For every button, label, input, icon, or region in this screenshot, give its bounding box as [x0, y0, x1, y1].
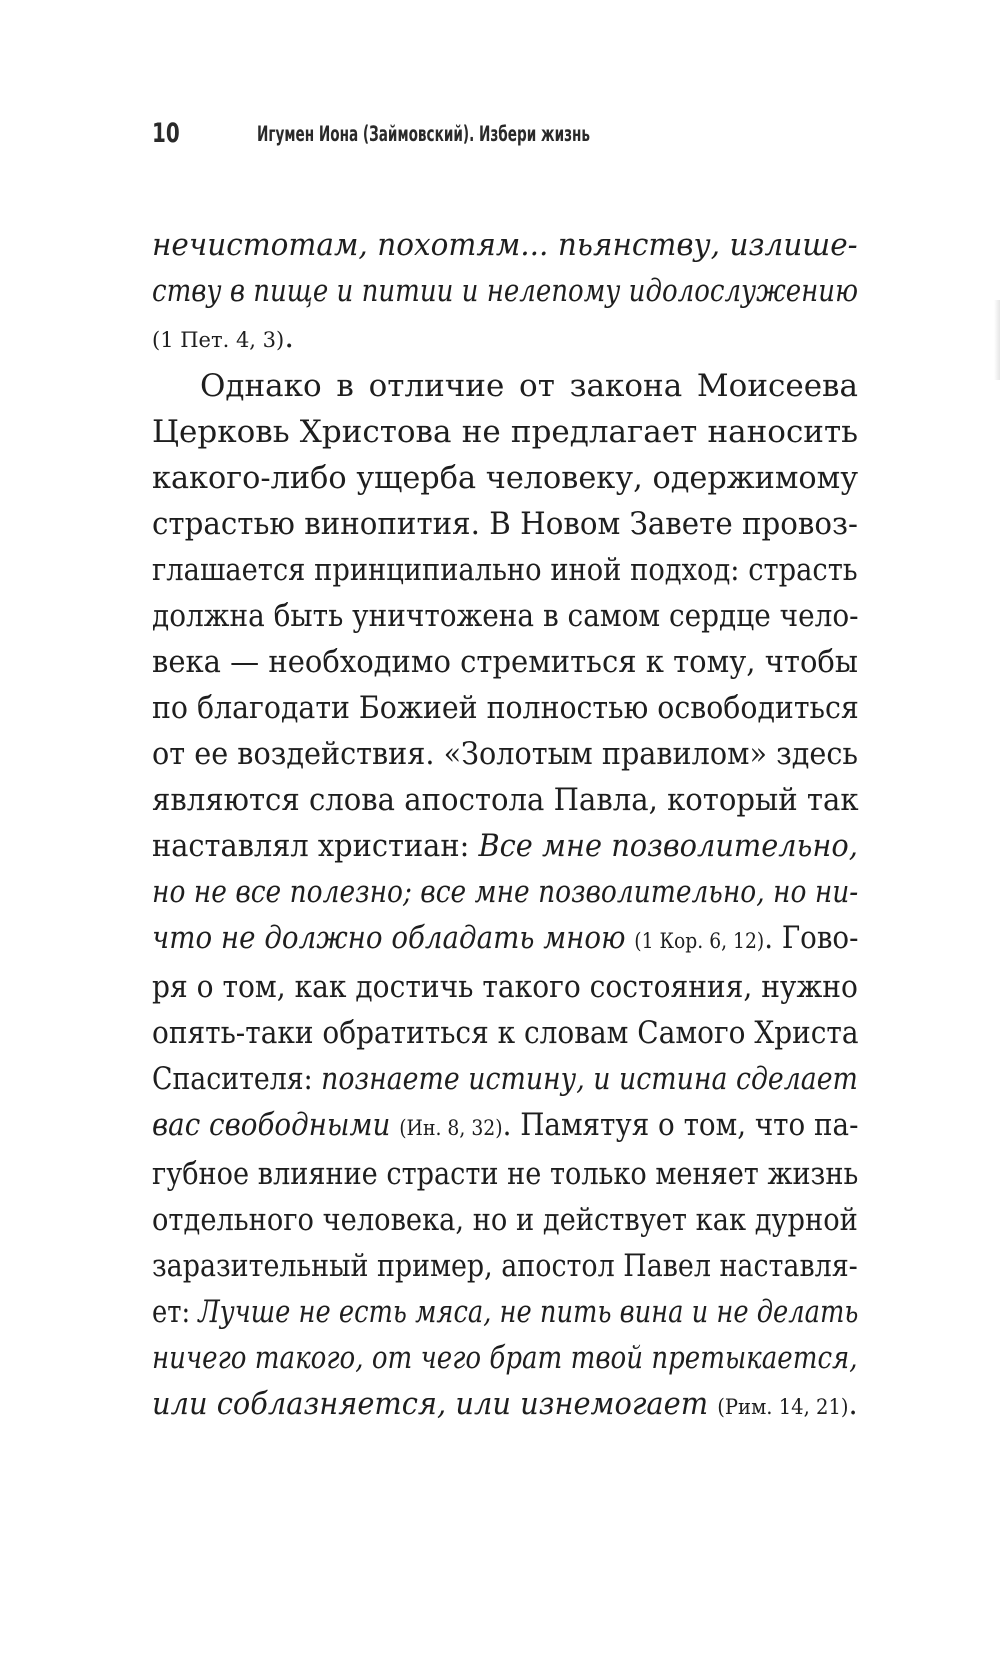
text-segment: ет:	[152, 1294, 199, 1330]
text-line	[152, 1381, 858, 1430]
text-line	[152, 685, 858, 731]
text-segment: Церковь Христова не предлагает наносить	[152, 414, 858, 450]
page-number: 10	[152, 118, 180, 149]
text-segment: являются слова апостола Павла, который так	[152, 782, 859, 818]
text-segment: по благодати Божией полностью освободиться	[152, 690, 859, 726]
quoted-text: нечистотам, похотям... пьянству, излише-	[152, 227, 858, 263]
text-line	[152, 731, 858, 777]
text-line	[152, 363, 858, 409]
text-line	[152, 1289, 858, 1335]
text-line	[152, 1010, 858, 1056]
body-text	[152, 222, 858, 1430]
text-segment: Спасителя:	[152, 1061, 322, 1097]
scripture-reference: (1 Кор. 6, 12)	[634, 929, 765, 953]
text-segment: .	[284, 319, 295, 355]
quoted-text: ству в пище и питии и нелепому идолослужению	[152, 273, 859, 309]
text-segment: страстью винопития. В Новом Завете провоз-	[152, 506, 858, 542]
text-line	[152, 777, 858, 823]
text-line	[152, 1102, 858, 1151]
text-segment: губное влияние страсти не только меняет жизнь	[152, 1156, 859, 1192]
text-line	[152, 869, 858, 915]
quoted-text: Все мне позволительно,	[478, 828, 858, 864]
text-line	[152, 547, 858, 593]
text-segment: наставлял христиан:	[152, 828, 479, 864]
text-line	[152, 409, 858, 455]
text-segment: глашается принципиально иной подход: страсть	[152, 552, 858, 588]
quoted-text: Лучше не есть мяса, не пить вина и не делать	[198, 1294, 859, 1330]
scripture-reference: (Рим. 14, 21)	[717, 1395, 849, 1419]
text-segment: отдельного человека, но и действует как дурной	[152, 1202, 858, 1238]
text-segment: заразительный пример, апостол Павел наставля-	[152, 1248, 858, 1284]
quoted-text: но не все полезно; все мне позволительно, но ни-	[152, 874, 859, 910]
quoted-text: ничего такого, от чего брат твой претыкается,	[152, 1340, 858, 1376]
scripture-reference: (Ин. 8, 32)	[399, 1116, 503, 1140]
text-line	[152, 1151, 858, 1197]
text-line	[152, 915, 858, 964]
text-line	[152, 1197, 858, 1243]
text-segment: . Гово-	[764, 920, 859, 956]
quoted-text: вас свободными	[152, 1107, 400, 1143]
text-segment: ря о том, как достичь такого состояния, нужно	[152, 969, 858, 1005]
text-line	[152, 823, 858, 869]
text-segment: века — необходимо стремиться к тому, чтобы	[152, 644, 858, 680]
text-segment: от ее воздействия. «Золотым правилом» здесь	[152, 736, 859, 772]
page-edge-shadow	[994, 300, 1000, 380]
text-segment: какого-либо ущерба человеку, одержимому	[152, 460, 859, 496]
running-header	[152, 118, 890, 158]
text-line	[152, 455, 858, 501]
quoted-text: что не должно обладать мною	[152, 920, 635, 956]
text-line	[152, 593, 858, 639]
text-line	[152, 268, 858, 314]
text-segment: должна быть уничтожена в самом сердце чело-	[152, 598, 859, 634]
text-line	[152, 1243, 858, 1289]
text-line	[152, 639, 858, 685]
quoted-text: или соблазняется, или изнемогает	[152, 1386, 718, 1422]
text-line	[152, 222, 858, 268]
scripture-reference: (1 Пет. 4, 3)	[152, 328, 285, 352]
text-line	[152, 1056, 858, 1102]
text-line	[152, 1335, 858, 1381]
quoted-text: познаете истину, и истина сделает	[321, 1061, 858, 1097]
text-segment: опять-таки обратиться к словам Самого Христа	[152, 1015, 859, 1051]
text-line	[152, 314, 858, 363]
text-segment: Однако в отличие от закона Моисеева	[200, 368, 858, 404]
text-segment: .	[848, 1386, 858, 1422]
text-line	[152, 501, 858, 547]
running-title: Игумен Иона (Займовский). Избери жизнь	[257, 122, 591, 146]
text-segment: . Памятуя о том, что па-	[502, 1107, 859, 1143]
text-line	[152, 964, 858, 1010]
